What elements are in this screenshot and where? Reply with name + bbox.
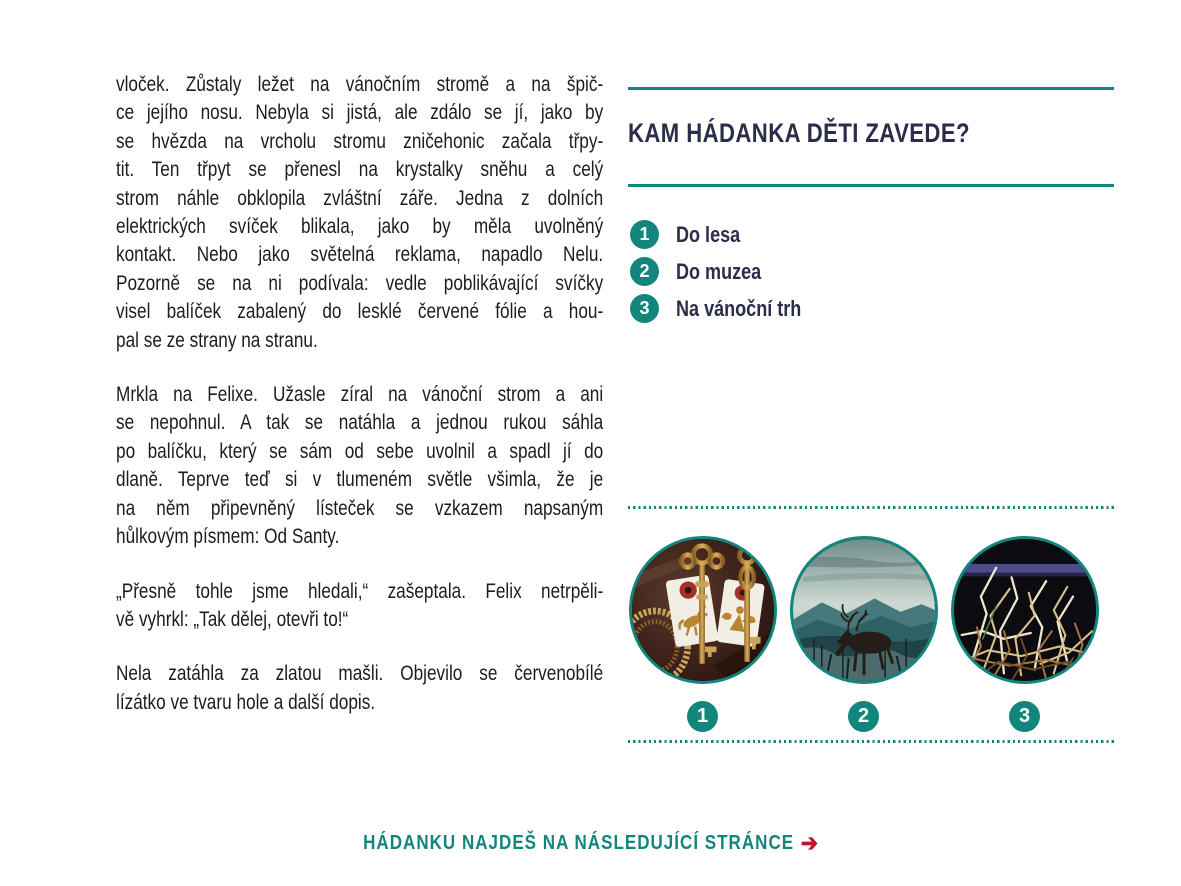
reindeer-illustration [793, 539, 935, 681]
figure-number-badge: 1 [687, 701, 718, 732]
story-line: pal se ze strany na stranu. [116, 327, 318, 352]
story-line: po balíčku, který se sám od sebe uvolnil a spadl jí do [116, 438, 604, 463]
quiz-title: KAM HÁDANKA DĚTI ZAVEDE? [628, 118, 970, 148]
story-line: kontakt. Nebo jako světelná reklama, napadlo Nelu. [116, 242, 604, 267]
figure-3 [950, 536, 1099, 732]
quiz-figures [628, 536, 1099, 732]
story-line: strom náhle obklopila zvláštní záře. Jedna z dolních [116, 185, 604, 210]
story-column [116, 70, 603, 742]
quiz-option-1[interactable] [630, 220, 829, 249]
story-paragraph [116, 380, 603, 550]
straw-illustration [954, 539, 1096, 681]
quiz-option-2[interactable] [630, 257, 829, 286]
figure-image-straw[interactable] [951, 536, 1099, 684]
story-paragraph [116, 577, 603, 634]
story-line: vloček. Zůstaly ležet na vánočním stromě a na špič- [116, 72, 604, 96]
story-paragraph [116, 70, 603, 354]
story-line: Pozorně se na ni podívala: vedle poblikávající svíčky [116, 270, 604, 295]
footer-text: HÁDANKU NAJDEŠ NA NÁSLEDUJÍCÍ STRÁNCE [363, 832, 795, 854]
option-label: Do muzea [676, 258, 762, 284]
figure-1 [628, 536, 777, 732]
dotted-divider-bottom [628, 740, 1114, 743]
story-line: Nela zatáhla za zlatou mašli. Objevilo se červenobílé [116, 661, 604, 686]
figure-image-reindeer[interactable] [790, 536, 938, 684]
story-line: visel balíček zabalený do lesklé červené fólie a hou- [116, 299, 604, 324]
arrow-right-icon: ➔ [800, 830, 818, 857]
divider-top [628, 87, 1114, 90]
story-line: elektrických svíček blikala, jako by měla uvolněný [116, 214, 604, 239]
quiz-option-3[interactable] [630, 294, 829, 323]
quiz-column [628, 0, 1114, 760]
story-line: se nepohnul. A tak se natáhla a jednou rukou sáhla [116, 410, 604, 435]
story-paragraph [116, 659, 603, 716]
option-number-badge: 3 [630, 294, 659, 323]
story-line: ce jejího nosu. Nebyla si jistá, ale zdálo se jí, jako by [116, 100, 604, 125]
figure-number-badge: 2 [848, 701, 879, 732]
keys-illustration [632, 539, 774, 681]
story-line: na něm připevněný lísteček se vzkazem napsaným [116, 495, 604, 520]
quiz-options [630, 220, 829, 323]
story-line: hůlkovým písmem: Od Santy. [116, 524, 340, 549]
story-line: „Přesně tohle jsme hledali,“ zašeptala. Felix netrpěli- [116, 578, 604, 603]
option-label: Na vánoční trh [676, 295, 802, 321]
figure-2 [789, 536, 938, 732]
divider-mid [628, 184, 1114, 187]
story-line: Mrkla na Felixe. Užasle zíral na vánoční strom a ani [116, 382, 604, 407]
figure-number-badge: 3 [1009, 701, 1040, 732]
dotted-divider-top [628, 506, 1114, 509]
option-number-badge: 2 [630, 257, 659, 286]
footer-note [0, 830, 1181, 857]
story-line: dlaně. Teprve teď si v tlumeném světle všimla, že je [116, 467, 604, 492]
option-number-badge: 1 [630, 220, 659, 249]
story-line: vě vyhrkl: „Tak dělej, otevři to!“ [116, 606, 349, 631]
figure-image-keys[interactable] [629, 536, 777, 684]
option-label: Do lesa [676, 221, 741, 247]
story-line: se hvězda na vrcholu stromu zničehonic začala třpy- [116, 128, 604, 153]
story-line: lízátko ve tvaru hole a další dopis. [116, 689, 376, 714]
footer-inner [363, 830, 818, 857]
story-line: tit. Ten třpyt se přenesl na krystalky sněhu a celý [116, 157, 604, 182]
